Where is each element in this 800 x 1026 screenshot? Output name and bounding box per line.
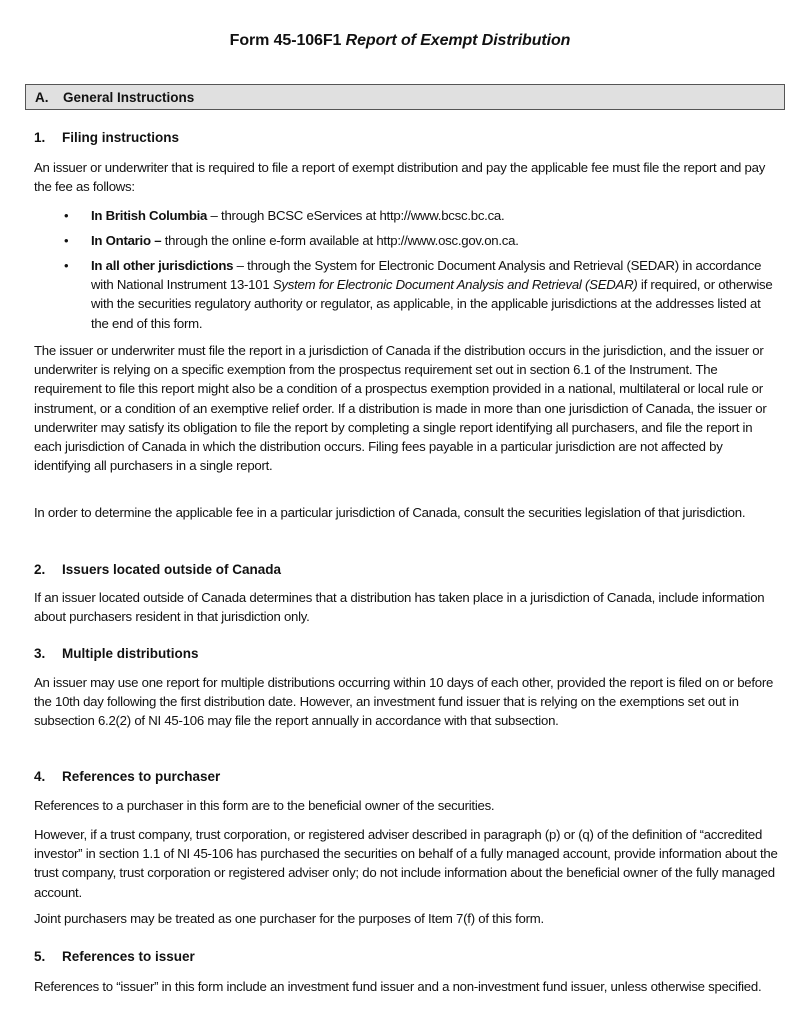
item-number: 3. xyxy=(34,646,46,661)
form-title xyxy=(0,32,800,50)
bullet-text-continued: if required, or otherwise with the securities regulatory authority or regulator, as applicable, in the applicable jurisdictions at the addresses listed at the end of this form. xyxy=(91,277,773,331)
bullet-label: In British Columbia xyxy=(91,208,208,223)
item-number: 4. xyxy=(34,769,46,784)
paragraph-filing-intro: An issuer or underwriter that is required to file a report of exempt distribution and pay the applicable fee must file the report and pay the fee as follows: xyxy=(34,160,766,195)
bullet-label: In all other jurisdictions xyxy=(91,258,234,273)
item-title: Issuers located outside of Canada xyxy=(62,562,282,577)
item-number: 5. xyxy=(34,949,46,964)
item-title: Filing instructions xyxy=(62,130,179,145)
item-title: References to issuer xyxy=(62,949,195,964)
paragraph-references-to-issuer: References to “issuer” in this form include an investment fund issuer and a non-investment fund issuer, unless otherwise specified. xyxy=(34,979,762,994)
item-heading-references-to-issuer xyxy=(34,949,195,964)
paragraph-filing-jurisdiction: The issuer or underwriter must file the report in a jurisdiction of Canada if the distribution occurs in the jurisdiction, and the issuer or underwriter is relying on a specific exemption from the prospectus requirement set out in section 6.1 of the Instrument. The requirement to file this report might also be a condition of a prospectus exemption provided in a national, multilateral or local rule or instrument, or a condition of an exemptive relief order. If a distribution is made in more than one jurisdiction of Canada, the issuer or underwriter may satisfy its obligation to file the report by completing a single report identifying all purchasers, and file the report in each jurisdiction of Canada in which the distribution occurs. Filing fees payable in a particular jurisdiction are not affected by identifying all purchasers in a single report. xyxy=(34,343,767,474)
paragraph-applicable-fee: In order to determine the applicable fee in a particular jurisdiction of Canada, consult the securities legislation of that jurisdiction. xyxy=(34,505,746,520)
form-title-name: Report of Exempt Distribution xyxy=(345,32,571,49)
bullet-icon: • xyxy=(64,208,69,223)
item-heading-filing-instructions xyxy=(34,130,179,145)
item-title: References to purchaser xyxy=(62,769,221,784)
section-letter: A. xyxy=(35,90,49,105)
paragraph-purchaser-definition: References to a purchaser in this form are to the beneficial owner of the securities. xyxy=(34,798,495,813)
bullet-icon: • xyxy=(64,233,69,248)
section-label: General Instructions xyxy=(63,90,195,105)
item-heading-references-to-purchaser xyxy=(34,769,220,784)
bullet-text: through the online e-form available at http://www.osc.gov.on.ca. xyxy=(161,233,519,248)
item-heading-multiple-distributions xyxy=(34,646,199,661)
item-heading-issuers-outside-canada xyxy=(34,562,281,577)
item-title: Multiple distributions xyxy=(62,646,199,661)
bullet-instrument-name: System for Electronic Document Analysis and Retrieval (SEDAR) xyxy=(272,277,638,293)
bullet-label: In Ontario – xyxy=(91,233,162,248)
bullet-text: – through the System for Electronic Document Analysis and Retrieval (SEDAR) in accordance with National Instrument 13-101 xyxy=(91,258,762,293)
paragraph-joint-purchasers: Joint purchasers may be treated as one purchaser for the purposes of Item 7(f) of this form. xyxy=(34,911,544,926)
paragraph-fully-managed-account: However, if a trust company, trust corporation, or registered adviser described in paragraph (p) or (q) of the definition of “accredited investor” in section 1.1 of NI 45-106 has purchased the securities on behalf of a fully managed account, provide information about the trust company, trust corporation or registered adviser only; do not include information about the beneficial owner of the fully managed account. xyxy=(34,827,778,900)
section-header-general-instructions xyxy=(25,84,785,110)
bullet-icon: • xyxy=(64,258,69,273)
paragraph-multiple-distributions: An issuer may use one report for multiple distributions occurring within 10 days of each other, provided the report is filed on or before the 10th day following the first distribution date. However, an investment fund issuer that is relying on the exemptions set out in subsection 6.2(2) of NI 45-106 may file the report annually in accordance with that subsection. xyxy=(34,675,774,729)
item-number: 2. xyxy=(34,562,46,577)
item-number: 1. xyxy=(34,130,46,145)
paragraph-issuers-outside-canada: If an issuer located outside of Canada determines that a distribution has taken place in a jurisdiction of Canada, include information about purchasers resident in that jurisdiction only. xyxy=(34,590,765,625)
form-title-number: Form 45-106F1 xyxy=(229,32,346,49)
bullet-text: – through BCSC eServices at http://www.bcsc.bc.ca. xyxy=(207,208,505,223)
